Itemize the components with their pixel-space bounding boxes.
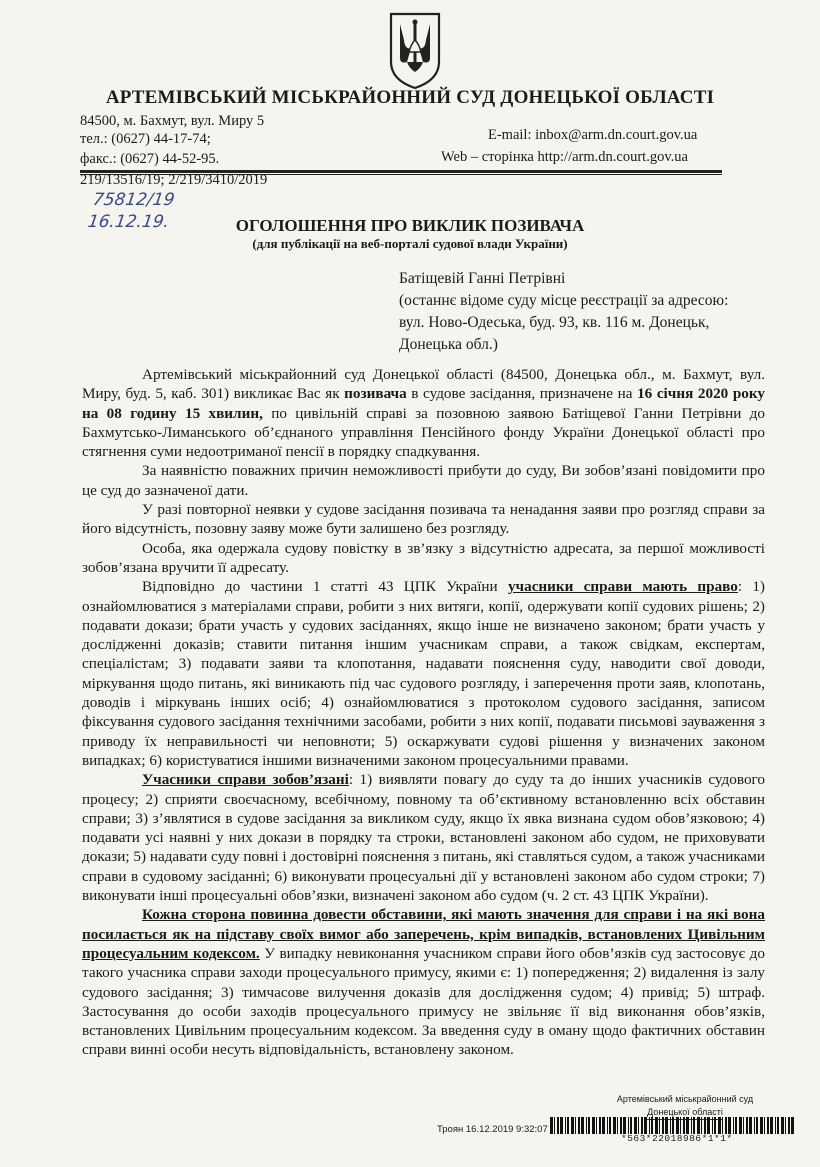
footer-court-name bbox=[600, 1093, 770, 1120]
text: по цивільній справі за позовною заявою Батіщевої Ганни Петрівни до Бахмутсько-Лиманського об’єднаного управління Пенсійного фонду України Донецької області про стягнення суми недоотриманої пенсії в порядку спадкування. bbox=[82, 404, 765, 461]
paragraph-delivery: Особа, яка одержала судову повістку в зв’язку з відсутністю адресата, за першої можливості зобов’язана вручити її адресату. bbox=[82, 539, 765, 576]
text: в судове засідання, призначене на bbox=[406, 385, 638, 403]
text: : 1) ознайомлюватися з матеріалами справи, робити з них витяги, копії, одержувати копії судових рішень; 2) подавати докази; брати участь у судових засіданнях, якщо інше не визначено законом; брати участь у дослідженні доказів; ставити питання іншим учасникам справи, а також свідкам, експертам, спеціалістам; 3) подавати заяви та клопотання, надавати пояснення суду, наводити свої доводи, міркування щодо питань, які виникають під час судового розгляду, і заперечення проти заяв, клопотань, доводів і міркувань інших осіб; 4) ознайомлюватися з протоколом судового засідання, записом фіксування судового засідання технічними засобами, робити з них копії, подавати письмові зауваження з приводу їх неправильності чи неповноти; 5) оскаржувати судові рішення у визначених законом випадках; 6) користуватися іншими визначеними законом процесуальними правами. bbox=[82, 578, 765, 769]
court-address: 84500, м. Бахмут, вул. Миру 5 bbox=[80, 113, 265, 129]
paragraph-evidence bbox=[82, 905, 765, 1059]
hearing-datetime: 16 січня 2020 року на 08 годину 15 хвилин, bbox=[82, 385, 765, 422]
text-bold: позивача bbox=[344, 385, 407, 403]
text: У випадку невиконання учасником справи його обов’язків суд застосовує до такого учасника справи заходи процесуального примусу, якими є: 1) попередження; 2) видалення із залу судового засідання; 3) тимчасове вилучення доказів для дослідження судом; 4) привід; 5) штраф. Застосування до особи заходів процесуального примусу не звільняє її від виконання обов’язків, встановлених Цивільним процесуальним кодексом. За введення суду в оману щодо фактичних обставин справи винні особи несуть відповідальність, встановлену законом. bbox=[82, 944, 766, 1059]
addressee-address-line: вул. Ново-Одеська, буд. 93, кв. 116 м. Донецьк, bbox=[399, 314, 710, 331]
trident-emblem-icon bbox=[387, 10, 443, 90]
barcode-number: *563*22018986*1*1* bbox=[621, 1133, 733, 1144]
footer-court-line: Донецької області bbox=[647, 1106, 723, 1120]
notice-body bbox=[82, 365, 765, 1060]
addressee-name: Батіщевій Ганні Петрівні bbox=[399, 270, 566, 287]
text: Відповідно до частини 1 статті 43 ЦПК України bbox=[142, 578, 508, 596]
paragraph-notify: За наявністю поважних причин неможливості прибути до суду, Ви зобов’язані повідомити про це суд до зазначеної дати. bbox=[82, 462, 765, 499]
addressee-block bbox=[399, 268, 779, 356]
court-name: АРТЕМІВСЬКИЙ МІСЬКРАЙОННИЙ СУД ДОНЕЦЬКОЇ ОБЛАСТІ bbox=[105, 87, 715, 108]
addressee-address-line: (останнє відоме суду місце реєстрації за адресою: bbox=[399, 292, 729, 309]
text: : 1) виявляти повагу до суду та до інших учасників судового процесу; 2) сприяти своєчасному, всебічному, повному та об’єктивному встановленню всіх обставин справи; 3) з’являтися в судове засідання за викликом суду, якщо їх явка визнана судом обов’язковою; 4) подавати усі наявні у них докази в порядку та строки, встановлені законом або судом, не приховувати докази; 5) надавати суду повні і достовірні пояснення з питань, які ставляться судом, а також учасниками справи в судовому засіданні; 6) виконувати процесуальні дії у встановлені законом або судом строки; 7) виконувати інші процесуальні обов’язки, визначені законом або судом (ч. 2 ст. 43 ЦПК України). bbox=[82, 771, 765, 905]
handwritten-date: 16.12.19. bbox=[86, 212, 171, 232]
duties-heading: Учасники справи зобов’язані bbox=[142, 771, 349, 789]
handwritten-reg-number: 75812/19 bbox=[91, 190, 176, 210]
text: Артемівський міськрайонний суд Донецької області (84500, Донецька обл., м. Бахмут, вул. Миру, буд. 5, каб. 301) викликає Вас як bbox=[82, 366, 765, 403]
evidence-heading: Кожна сторона повинна довести обставини, які мають значення для справи і на які вона посилається як на підставу своїх вимог або заперечень, крім випадків, встановлених Цивільним процесуальним кодексом. bbox=[82, 906, 765, 962]
paragraph-rights bbox=[82, 577, 765, 770]
paragraph-absence: У разі повторної неявки у судове засідання позивача та ненадання заяви про розгляд справи за його відсутність, позовну заяву може бути залишено без розгляду. bbox=[82, 501, 765, 538]
paragraph-summons bbox=[82, 365, 765, 461]
rights-heading: учасники справи мають право bbox=[507, 578, 738, 596]
registrar-stamp: Троян 16.12.2019 9:32:07 bbox=[437, 1124, 548, 1135]
notice-title: ОГОЛОШЕННЯ ПРО ВИКЛИК ПОЗИВАЧА bbox=[235, 216, 585, 235]
court-email: E-mail: inbox@arm.dn.court.gov.ua bbox=[488, 127, 698, 143]
barcode-icon bbox=[550, 1117, 798, 1134]
footer-court-line: Артемівський міськрайонний суд bbox=[616, 1094, 754, 1104]
case-numbers: 219/13516/19; 2/219/3410/2019 bbox=[80, 172, 268, 188]
court-fax: факс.: (0627) 44-52-95. bbox=[80, 151, 220, 167]
court-phone: тел.: (0627) 44-17-74; bbox=[80, 131, 211, 147]
paragraph-duties bbox=[82, 770, 765, 905]
court-website: Web – сторінка http://arm.dn.court.gov.ua bbox=[441, 149, 688, 165]
notice-subtitle: (для публікації на веб-порталі судової влади України) bbox=[252, 236, 568, 251]
addressee-address-line: Донецька обл.) bbox=[399, 336, 498, 353]
